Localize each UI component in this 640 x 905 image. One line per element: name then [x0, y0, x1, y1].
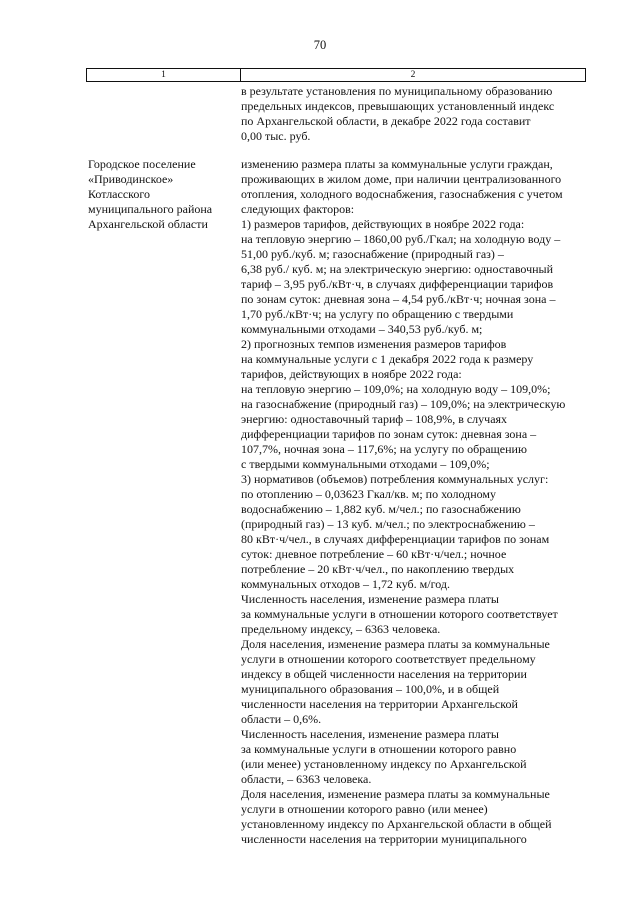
- text-line: тариф – 3,95 руб./кВт·ч, в случаях дифференциации тарифов: [241, 277, 554, 291]
- municipality-name-line: Городское поселение: [88, 157, 196, 171]
- text-line: за коммунальные услуги в отношении которого равно: [241, 742, 517, 756]
- text-line: предельному индексу, – 6363 человека.: [241, 622, 441, 636]
- text-line: отопления, холодного водоснабжения, газоснабжения с учетом: [241, 187, 563, 201]
- text-line: индексу в общей численности населения на территории: [241, 667, 527, 681]
- text-line: коммунальными отходами – 340,53 руб./куб. м;: [241, 322, 483, 336]
- text-line: области – 0,6%.: [241, 712, 322, 726]
- text-line: 51,00 руб./куб. м; газоснабжение (природный газ) –: [241, 247, 504, 261]
- text-line: водоснабжению – 1,882 куб. м/чел.; по газоснабжению: [241, 502, 521, 516]
- text-line: потребление – 20 кВт·ч/чел., по накоплению твердых: [241, 562, 515, 576]
- text-line: суток: дневное потребление – 60 кВт·ч/чел.; ночное: [241, 547, 507, 561]
- municipality-name-line: Котласского: [88, 187, 151, 201]
- text-line: 80 кВт·ч/чел., в случаях дифференциации тарифов по зонам: [241, 532, 550, 546]
- text-line: Доля населения, изменение размера платы за коммунальные: [241, 637, 550, 651]
- text-line: энергию: одноставочный тариф – 108,9%, в случаях: [241, 412, 508, 426]
- continuation-line: предельных индексов, превышающих установленный индекс: [241, 99, 555, 113]
- text-line: проживающих в жилом доме, при наличии централизованного: [241, 172, 562, 186]
- text-line: 2) прогнозных темпов изменения размеров тарифов: [241, 337, 507, 351]
- factors-description: [241, 157, 583, 847]
- text-line: тарифов, действующих в ноябре 2022 года:: [241, 367, 462, 381]
- text-line: муниципального образования – 100,0%, и в общей: [241, 682, 500, 696]
- text-line: 1,70 руб./кВт·ч; на услугу по обращению с твердыми: [241, 307, 514, 321]
- text-line: Численность населения, изменение размера платы: [241, 727, 499, 741]
- continuation-text: [241, 84, 583, 144]
- municipality-name: [88, 157, 238, 232]
- text-line: услуги в отношении которого соответствует предельному: [241, 652, 536, 666]
- continuation-line: по Архангельской области, в декабре 2022 года составит: [241, 114, 531, 128]
- text-line: 6,38 руб./ куб. м; на электрическую энергию: одноставочный: [241, 262, 554, 276]
- text-line: за коммунальные услуги в отношении которого соответствует: [241, 607, 558, 621]
- continuation-line: в результате установления по муниципальному образованию: [241, 84, 553, 98]
- text-line: коммунальных отходов – 1,72 куб. м/год.: [241, 577, 450, 591]
- municipality-name-line: Архангельской области: [88, 217, 208, 231]
- page-number: 70: [313, 38, 327, 52]
- text-line: численности населения на территории муниципального: [241, 832, 527, 846]
- text-line: 1) размеров тарифов, действующих в ноябре 2022 года:: [241, 217, 525, 231]
- text-line: (или менее) установленному индексу по Архангельской: [241, 757, 527, 771]
- text-line: Доля населения, изменение размера платы за коммунальные: [241, 787, 550, 801]
- text-line: установленному индексу по Архангельской области в общей: [241, 817, 552, 831]
- text-line: по зонам суток: дневная зона – 4,54 руб./кВт·ч; ночная зона –: [241, 292, 556, 306]
- text-line: следующих факторов:: [241, 202, 355, 216]
- text-line: 107,7%, ночная зона – 117,6%; на услугу по обращению: [241, 442, 527, 456]
- text-line: дифференциации тарифов по зонам суток: дневная зона –: [241, 427, 537, 441]
- text-line: с твердыми коммунальными отходами – 109,0%;: [241, 457, 490, 471]
- continuation-line: 0,00 тыс. руб.: [241, 129, 311, 143]
- table-header-col-2: 2: [410, 70, 416, 80]
- text-line: на тепловую энергию – 1860,00 руб./Гкал; на холодную воду –: [241, 232, 561, 246]
- text-line: области, – 6363 человека.: [241, 772, 372, 786]
- municipality-name-line: «Приводинское»: [88, 172, 174, 186]
- table-header-row: [86, 68, 586, 82]
- text-line: численности населения на территории Архангельской: [241, 697, 518, 711]
- text-line: на тепловую энергию – 109,0%; на холодную воду – 109,0%;: [241, 382, 551, 396]
- municipality-name-line: муниципального района: [88, 202, 213, 216]
- text-line: на газоснабжение (природный газ) – 109,0%; на электрическую: [241, 397, 566, 411]
- table-header-col-1: 1: [87, 69, 241, 81]
- text-line: (природный газ) – 13 куб. м/чел.; по электроснабжению –: [241, 517, 535, 531]
- text-line: Численность населения, изменение размера платы: [241, 592, 499, 606]
- text-line: на коммунальные услуги с 1 декабря 2022 года к размеру: [241, 352, 534, 366]
- text-line: изменению размера платы за коммунальные услуги граждан,: [241, 157, 553, 171]
- text-line: 3) нормативов (объемов) потребления коммунальных услуг:: [241, 472, 549, 486]
- text-line: услуги в отношении которого равно (или менее): [241, 802, 488, 816]
- text-line: по отоплению – 0,03623 Гкал/кв. м; по холодному: [241, 487, 496, 501]
